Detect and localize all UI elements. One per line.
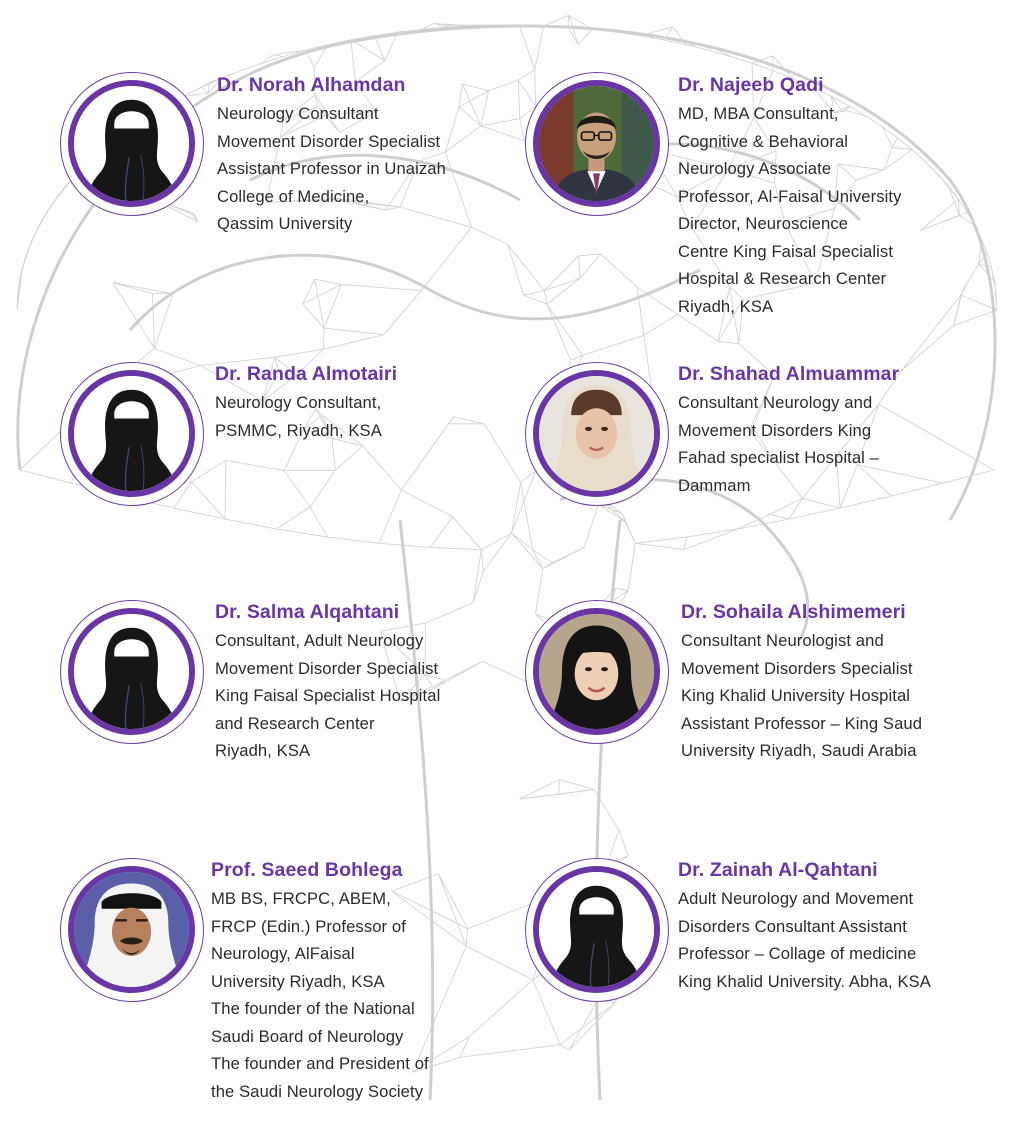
credential-line: Riyadh, KSA <box>678 296 774 316</box>
credential-line: and Research Center <box>215 713 375 733</box>
credential-line: MB BS, FRCPC, ABEM, <box>211 889 391 908</box>
credential-line: Hospital & Research Center <box>678 269 887 288</box>
avatar <box>68 608 195 735</box>
speaker-credentials <box>215 627 440 765</box>
credential-line: Assistant Professor – King Saud <box>681 713 923 733</box>
avatar-ring <box>60 362 204 506</box>
avatar <box>533 866 660 993</box>
speaker-credentials <box>217 100 446 238</box>
credential-line: Neurology Consultant, <box>215 393 382 412</box>
avatar-ring <box>60 72 204 216</box>
credential-line: Director, Neuroscience <box>678 214 849 233</box>
woman-black-hijab-portrait <box>539 614 654 729</box>
woman-light-headscarf-portrait <box>539 376 654 491</box>
credential-line: Qassim University <box>217 214 353 233</box>
credential-line: Professor, Al-Faisal University <box>678 186 902 206</box>
credential-line: Fahad specialist Hospital – <box>678 448 880 467</box>
hijab-silhouette-icon <box>74 614 189 729</box>
speaker-credentials <box>678 100 902 320</box>
speaker-name: Prof. Saeed Bohlega <box>211 859 403 881</box>
avatar-ring <box>525 858 669 1002</box>
credential-line: Saudi Board of Neurology <box>211 1026 404 1046</box>
credential-line: FRCP (Edin.) Professor of <box>211 916 406 936</box>
credential-line: King Khalid University Hospital <box>681 686 911 705</box>
credential-line: Professor – Collage of medicine <box>678 944 917 963</box>
credential-line: King Faisal Specialist Hospital <box>215 686 441 705</box>
avatar <box>68 370 195 497</box>
man-with-glasses-portrait <box>539 86 654 201</box>
avatar <box>533 80 660 207</box>
credential-line: Centre King Faisal Specialist <box>678 241 894 261</box>
credential-line: Movement Disorders King <box>678 420 872 440</box>
speaker-name: Dr. Norah Alhamdan <box>217 74 406 96</box>
credential-line: Neurology, AlFaisal <box>211 944 355 963</box>
avatar <box>533 608 660 735</box>
avatar-ring <box>525 72 669 216</box>
speaker-name: Dr. Zainah Al-Qahtani <box>678 859 878 881</box>
credential-line: Neurology Consultant <box>217 104 379 123</box>
credential-line: Neurology Associate <box>678 159 832 178</box>
credential-line: Dammam <box>678 475 751 495</box>
avatar <box>533 370 660 497</box>
credential-line: MD, MBA Consultant, <box>678 104 839 123</box>
hijab-silhouette-icon <box>539 872 654 987</box>
credential-line: Consultant, Adult Neurology <box>215 631 424 650</box>
avatar-ring <box>525 600 669 744</box>
hijab-silhouette-icon <box>74 86 189 201</box>
speaker-name: Dr. Randa Almotairi <box>215 363 398 385</box>
speaker-name: Dr. Shahad Almuammar <box>678 363 900 385</box>
credential-line: Assistant Professor in Unaizah <box>217 159 446 178</box>
credential-line: University Riyadh, Saudi Arabia <box>681 741 917 760</box>
avatar <box>68 80 195 207</box>
speaker-name: Dr. Sohaila Alshimemeri <box>681 601 906 623</box>
credential-line: Movement Disorder Specialist <box>217 131 441 151</box>
credential-line: University Riyadh, KSA <box>211 971 385 991</box>
hijab-silhouette-icon <box>74 376 189 491</box>
speaker-credentials <box>211 885 429 1105</box>
credential-line: PSMMC, Riyadh, KSA <box>215 420 382 440</box>
credential-line: Cognitive & Behavioral <box>678 131 849 151</box>
speaker-credentials <box>681 627 922 765</box>
man-ghutra-portrait <box>74 872 189 987</box>
credential-line: Adult Neurology and Movement <box>678 889 914 908</box>
credential-line: the Saudi Neurology Society <box>211 1081 424 1101</box>
speaker-credentials <box>678 389 899 499</box>
speaker-credentials <box>215 389 397 444</box>
avatar <box>68 866 195 993</box>
avatar-ring <box>525 362 669 506</box>
credential-line: Movement Disorder Specialist <box>215 658 439 678</box>
speaker-credentials <box>678 885 931 995</box>
credential-line: The founder of the National <box>211 999 415 1018</box>
credential-line: King Khalid University. Abha, KSA <box>678 971 931 991</box>
credential-line: College of Medicine, <box>217 186 370 206</box>
avatar-ring <box>60 858 204 1002</box>
credential-line: Movement Disorders Specialist <box>681 658 913 678</box>
credential-line: The founder and President of <box>211 1054 429 1073</box>
speaker-name: Dr. Salma Alqahtani <box>215 601 400 623</box>
credential-line: Consultant Neurology and <box>678 393 873 412</box>
credential-line: Disorders Consultant Assistant <box>678 916 907 936</box>
credential-line: Riyadh, KSA <box>215 741 311 760</box>
credential-line: Consultant Neurologist and <box>681 631 884 650</box>
speaker-name: Dr. Najeeb Qadi <box>678 74 824 96</box>
avatar-ring <box>60 600 204 744</box>
